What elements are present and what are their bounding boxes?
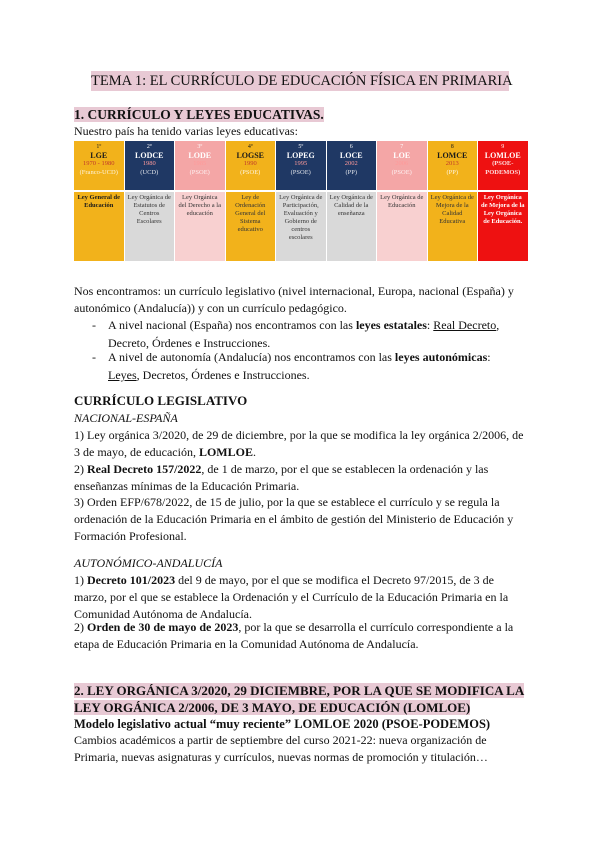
law-header xyxy=(478,141,528,190)
law-abbreviation: LOPEG xyxy=(286,150,315,160)
law-abbreviation: LOCE xyxy=(339,150,363,160)
law-header xyxy=(276,141,326,190)
law-header xyxy=(175,141,225,190)
law-year: 2006 xyxy=(395,160,409,167)
national-item-2: 2) Real Decreto 157/2022, de 1 de marzo, por el que se establecen la ordenación y las enseñanzas mínimas de la Educación Primaria. xyxy=(74,462,489,493)
law-description: Ley Orgánica de Mejora de la Calidad Educativa xyxy=(428,192,478,261)
law-abbreviation: LGE xyxy=(90,150,108,160)
national-item-1: 1) Ley orgánica 3/2020, de 29 de diciembre, por la que se modifica la ley orgánica 2/2006, de 3 de mayo, de educación, LOMLOE. xyxy=(74,428,524,459)
link-leyes: Leyes xyxy=(108,368,137,382)
law-column xyxy=(74,141,124,261)
regional-item-1: 1) Decreto 101/2023 del 9 de mayo, por el que se modifica el Decreto 97/2015, de 3 de marzo, por el que se establece la Ordenación y el Currículo de la Educación Primaria en la Comunidad Autónoma de Andalucía. xyxy=(74,573,509,621)
law-year: 1985 xyxy=(193,160,207,167)
law-column xyxy=(327,141,377,261)
law-header xyxy=(327,141,377,190)
law-party: (UCD) xyxy=(140,168,159,176)
law-description: Ley Orgánica de Mejora de la Ley Orgánica de Educación. xyxy=(478,192,528,261)
law-description: Ley General de Educación xyxy=(74,192,124,261)
law-column xyxy=(428,141,478,261)
law-year: 1990 xyxy=(243,160,257,167)
national-subheading: NACIONAL-ESPAÑA xyxy=(74,411,178,425)
law-description: Ley Orgánica del Derecho a la educación xyxy=(175,192,225,261)
link-real-decreto: Real Decreto xyxy=(433,318,497,332)
law-number: 8 xyxy=(450,144,454,150)
law-year: 1995 xyxy=(294,160,308,167)
section-1-intro: Nuestro país ha tenido varias leyes educativas: xyxy=(74,124,298,138)
law-header xyxy=(74,141,124,190)
law-party: (PP) xyxy=(446,168,459,176)
law-party: (Franco-UCD) xyxy=(79,168,118,176)
law-column xyxy=(125,141,175,261)
law-description: Ley Orgánica de Participación, Evaluación y Gobierno de centros escolares xyxy=(276,192,326,261)
bullet-regional xyxy=(92,348,522,384)
law-description: Ley de Ordenación General del Sistema educativo xyxy=(226,192,276,261)
law-abbreviation: LOMCE xyxy=(437,150,468,160)
law-number: 4º xyxy=(247,144,253,150)
section-2-subheading: Modelo legislativo actual “muy reciente” LOMLOE 2020 (PSOE-PODEMOS) xyxy=(74,717,491,731)
bullet-national-text: A nivel nacional (España) nos encontramos con las leyes estatales: Real Decreto, Decreto, Órdenes e Instrucciones. xyxy=(108,318,500,350)
law-number: 6 xyxy=(349,144,353,150)
bullet-regional-text: A nivel de autonomía (Andalucía) nos encontramos con las leyes autonómicas: Leyes, Decretos, Órdenes e Instrucciones. xyxy=(108,350,491,382)
law-header xyxy=(428,141,478,190)
law-party: (PSOE) xyxy=(189,168,210,176)
law-header xyxy=(125,141,175,190)
law-party: (PSOE-PODEMOS) xyxy=(485,160,521,176)
law-year: 1970 - 1980 xyxy=(83,160,115,167)
law-abbreviation: LOMLOE xyxy=(484,150,521,160)
law-header xyxy=(377,141,427,190)
law-column xyxy=(175,141,225,261)
law-abbreviation: LOGSE xyxy=(236,150,265,160)
education-laws-table xyxy=(74,141,529,261)
law-year: 2002 xyxy=(344,160,358,167)
law-number: 1º xyxy=(96,144,102,150)
law-party: (PSOE) xyxy=(240,168,261,176)
law-year: 1980 xyxy=(142,160,156,167)
legislativo-heading: CURRÍCULO LEGISLATIVO xyxy=(74,393,248,408)
law-abbreviation: LODE xyxy=(188,150,212,160)
law-number: 9 xyxy=(501,144,505,150)
law-column xyxy=(377,141,427,261)
law-party: (PP) xyxy=(345,168,358,176)
page-title: TEMA 1: EL CURRÍCULO DE EDUCACIÓN FÍSICA EN PRIMARIA xyxy=(91,73,513,89)
bullet-dash: - xyxy=(92,350,96,364)
national-item-3: 3) Orden EFP/678/2022, de 15 de julio, por la que se establece el currículo y se regula la ordenación de la Educación Primaria en el ámbito de gestión del Ministerio de Educación y Formación Profesional. xyxy=(74,495,514,543)
law-number: 2º xyxy=(146,144,152,150)
section-2-heading: 2. LEY ORGÁNICA 3/2020, 29 DICIEMBRE, POR LA QUE SE MODIFICA LA LEY ORGÁNICA 2/2006, DE 3 MAYO, DE EDUCACIÓN (LOMLOE) xyxy=(74,683,525,715)
law-abbreviation: LODCE xyxy=(135,150,164,160)
section-1-heading: 1. CURRÍCULO Y LEYES EDUCATIVAS. xyxy=(74,107,324,122)
law-description: Ley Orgánica de Educación xyxy=(377,192,427,261)
law-abbreviation: LOE xyxy=(393,150,411,160)
law-number: 3º xyxy=(197,144,203,150)
regional-subheading: AUTONÓMICO-ANDALUCÍA xyxy=(74,556,223,570)
curriculum-intro: Nos encontramos: un currículo legislativo (nivel internacional, Europa, nacional (España) y autonómico (Andalucía)) y con un currículo pedagógico. xyxy=(74,284,514,315)
bullet-national xyxy=(92,316,522,352)
law-number: 5º xyxy=(298,144,304,150)
law-number: 7 xyxy=(400,144,404,150)
law-column xyxy=(276,141,326,261)
section-2-text: Cambios académicos a partir de septiembre del curso 2021-22: nueva organización de Primaria, nuevas asignaturas y currículos, nuevas normas de promoción y titulación… xyxy=(74,733,488,764)
law-party: (PSOE) xyxy=(290,168,311,176)
law-description: Ley Orgánica de Estatutos de Centros Escolares xyxy=(125,192,175,261)
bullet-dash: - xyxy=(92,318,96,332)
regional-item-2: 2) Orden de 30 de mayo de 2023, por la que se desarrolla el currículo correspondiente a la etapa de Educación Primaria en la Comunidad Autónoma de Andalucía. xyxy=(74,620,514,651)
law-column xyxy=(226,141,276,261)
law-header xyxy=(226,141,276,190)
law-year: 2013 xyxy=(445,160,459,167)
law-column xyxy=(478,141,528,261)
law-description: Ley Orgánica de Calidad de la enseñanza xyxy=(327,192,377,261)
law-party: (PSOE) xyxy=(391,168,412,176)
